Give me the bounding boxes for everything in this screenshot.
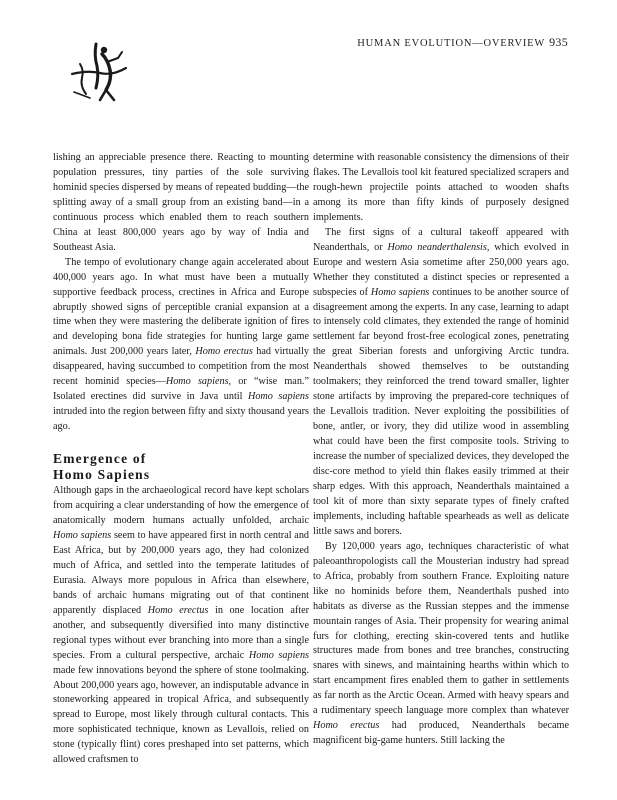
- spear-hunter-logo-graphic: [66, 40, 130, 104]
- text-run: , or “wise man.” Isolated erectines did survive in Java until: [53, 376, 309, 403]
- species-name: Homo sapiens: [53, 529, 112, 541]
- species-name: Homo sapiens: [248, 649, 309, 661]
- section-heading: [53, 451, 309, 482]
- text-run: in one location after another, and subsequently diversified into many distinctive regional types without ever branching into more than a single species. From a cultural perspective, archaic: [53, 604, 310, 661]
- page-number: 935: [549, 35, 568, 49]
- text-run: , which evolved in Europe and western Asia sometime after 250,000 years ago. Whether they constituted a distinct species or represented a subspecies of: [313, 241, 569, 298]
- left-column: [53, 151, 309, 768]
- spear-hunter-logo-icon: [66, 40, 130, 104]
- text-run: By 120,000 years ago, techniques characteristic of what paleoanthropologists call the Mousterian industry had spread to Africa, probably from southern France. Exploiting nature like no hominids before them, Neanderthals pushed into habitats as diverse as the Russian steppes and the immense mountain ranges of Asia. Their propensity for wearing animal furs for clothing, erecting skin-covered tents and hutlike structures made from bones and tree branches, constructing snares with sinews, and maintaining hearths within which to start encampment fires enabled them to gather in settlements as far north as the Arctic Ocean. Armed with heavy spears and a rudimentary speech language more complex than whatever: [313, 540, 569, 717]
- text-run: continues to be another source of disagreement among the experts. In any case, learning to adapt to intensely cold climates, they extended the range of hominid settlement far beyond frost-free ecological zones, penetrating the great Siberian forests and unforgiving Arctic tundra. Neanderthals showed themselves to be outstanding toolmakers; they reinforced the trend toward smaller, lighter stone artifacts by improving the prepared-core techniques of the Levallois tradition. Never exploiting the possibilities of bone, antler, or ivory, they did utilize wood in assembling what could have been the first composite tools. Striving to increase the number of specialized devices, they developed the disc-core method to yield thin flakes easily trimmed at their sharp edges. With this approach, Neanderthals maintained a tool kit of more than sixty separate types of finely crafted implements, including haftable spearheads as well as delicate little saws and borers.: [313, 286, 570, 537]
- species-name: Homo erectus: [313, 720, 380, 732]
- right-paragraph-3: [313, 540, 569, 749]
- species-name: Homo sapiens: [165, 376, 229, 388]
- right-column: [313, 151, 569, 749]
- text-run: seem to have appeared first in north central and East Africa, but by 200,000 years ago, they had colonized much of Africa, and settled into the temperate latitudes of Eurasia. Always more populous in Africa than elsewhere, bands of archaic humans migrating out of that continent apparently displaced: [53, 529, 310, 616]
- species-name: Homo erectus: [147, 604, 209, 616]
- section-heading-line-1: Emergence of: [53, 451, 147, 467]
- running-header: [357, 35, 568, 50]
- running-title: HUMAN EVOLUTION—OVERVIEW: [357, 38, 546, 49]
- text-run: intruded into the region between fifty and sixty thousand years ago.: [53, 406, 309, 433]
- left-paragraph-3: [53, 484, 309, 768]
- right-paragraph-2: [313, 226, 569, 540]
- species-name: Homo sapiens: [247, 391, 309, 403]
- text-run: made few innovations beyond the sphere of stone toolmaking. About 200,000 years ago, however, an indisputable advance in stoneworking appeared in tropical Africa, and subsequently spread to Europe, most likely through cultural contacts. This more sophisticated technique, known as Levallois, relied on stone (typically flint) cores preshaped into set patterns, which allowed craftsmen to: [53, 664, 309, 766]
- species-name: Homo erectus: [195, 346, 253, 358]
- text-run: The tempo of evolutionary change again accelerated about 400,000 years ago. In what must have been a mutually supportive feedback process, crectines in Africa and Europe abruptly showed signs of perceptible cranial expansion at a time when they were mastering the deliberate ignition of fires and developing bona fide strategies for hunting large game animals. Just 200,000 years later,: [53, 256, 309, 358]
- section-heading-line-2: Homo Sapiens: [53, 466, 151, 482]
- left-paragraph-1: lishing an appreciable presence there. Reacting to mounting population pressures, tiny parties of the sole surviving hominid species dispersed by means of repeated budding—the splitting away of a small group from an existing band—in a continuous process which enabled them to reach southern China at least 800,000 years ago by way of India and Southeast Asia.: [53, 152, 309, 253]
- text-run: The first signs of a cultural takeoff appeared with Neanderthals, or: [313, 226, 569, 253]
- left-paragraph-2: [53, 256, 309, 435]
- right-paragraph-1: determine with reasonable consistency the dimensions of their flakes. The Levallois tool kit featured specialized scrapers and rough-hewn projectile points attached to wooden shafts among its more than fifty kinds of purposely designed implements.: [313, 152, 569, 223]
- species-name: Homo sapiens: [370, 286, 430, 298]
- text-run: had produced, Neanderthals became magnificent big-game hunters. Still lacking the: [313, 720, 569, 747]
- species-name: Homo neanderthalensis: [387, 241, 487, 253]
- text-run: had virtually disappeared, having succumbed to competition from the most recent hominid species—: [53, 346, 309, 388]
- text-run: Although gaps in the archaeological record have kept scholars from acquiring a clear understanding of how the emergence of anatomically modern humans actually unfolded, archaic: [53, 485, 309, 527]
